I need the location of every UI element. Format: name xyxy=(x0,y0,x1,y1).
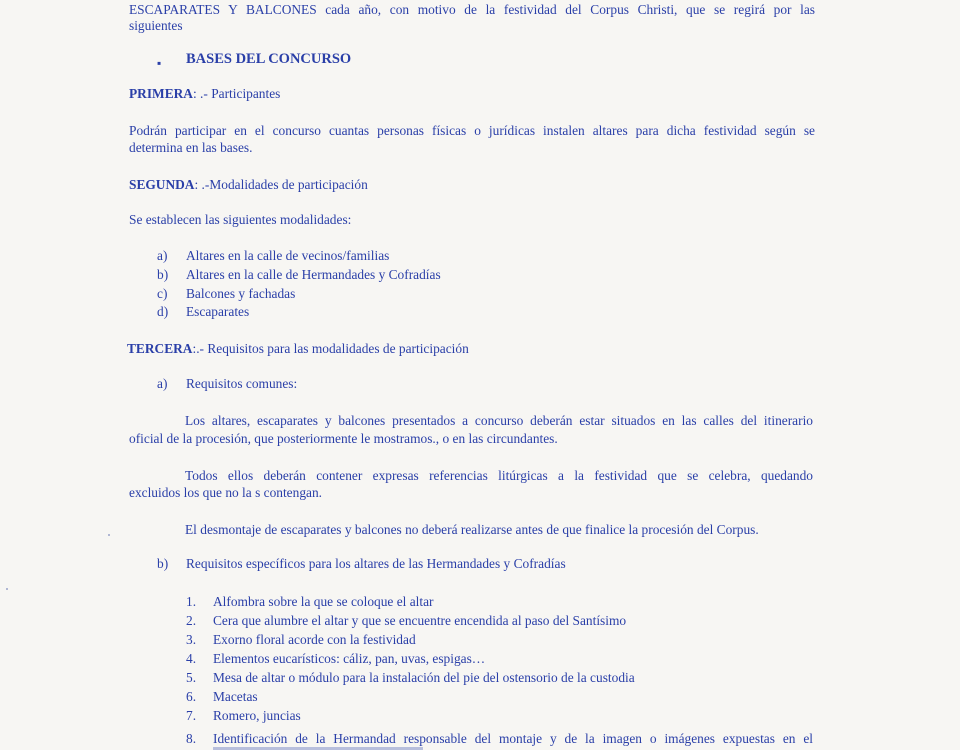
scan-speck xyxy=(6,588,8,590)
segunda-title: : .-Modalidades de participación xyxy=(194,177,368,192)
list-marker: 1. xyxy=(186,594,197,609)
list-item: Balcones y fachadas xyxy=(186,286,296,301)
primera-label: PRIMERA xyxy=(129,86,193,101)
primera-title: : .- Participantes xyxy=(192,86,281,101)
bases-heading: BASES DEL CONCURSO xyxy=(186,51,352,67)
list-item: Cera que alumbre el altar y que se encuentre encendida al paso del Santísimo xyxy=(213,613,627,628)
list-marker: 4. xyxy=(186,651,197,666)
tercera-label: TERCERA xyxy=(127,341,193,356)
primera-paragraph-line-2: determina en las bases. xyxy=(129,140,253,155)
segunda-label: SEGUNDA xyxy=(129,177,195,192)
requisitos-comunes-title: Requisitos comunes: xyxy=(186,376,298,391)
list-marker: 2. xyxy=(186,613,197,628)
comunes-paragraph-1-line-2: oficial de la procesión, que posteriormente le mostramos., o en las circundantes. xyxy=(129,431,558,446)
primera-paragraph-line-1: Podrán participar en el concurso cuantas personas físicas o jurídicas instalen altares para dicha festividad según se xyxy=(129,123,815,138)
intro-line-1-text: cada año, con motivo de la festividad del Corpus Christi, que se regirá por las xyxy=(316,2,815,17)
list-marker: c) xyxy=(157,286,168,301)
comunes-paragraph-1-line-1: Los altares, escaparates y balcones presentados a concurso deberán estar situados en las calles del itinerario xyxy=(185,413,813,428)
list-marker: 8. xyxy=(186,731,197,746)
list-item: Exorno floral acorde con la festividad xyxy=(213,632,416,647)
list-marker: d) xyxy=(157,304,169,319)
list-marker: 6. xyxy=(186,689,197,704)
comunes-paragraph-2-line-2: excluidos los que no la s contengan. xyxy=(129,485,323,500)
list-item: Altares en la calle de Hermandades y Cofradías xyxy=(186,267,441,282)
list-marker: 3. xyxy=(186,632,197,647)
list-item: Escaparates xyxy=(186,304,250,319)
intro-bold-phrase: ESCAPARATES Y BALCONES xyxy=(129,2,317,17)
list-item: Mesa de altar o módulo para la instalación del pie del ostensorio de la custodia xyxy=(213,670,635,685)
square-bullet-icon: ▪ xyxy=(157,56,162,70)
list-marker: b) xyxy=(157,556,169,571)
list-item: Macetas xyxy=(213,689,258,704)
list-item: Altares en la calle de vecinos/familias xyxy=(186,248,390,263)
intro-line-1 xyxy=(129,2,815,18)
list-item: Elementos eucarísticos: cáliz, pan, uvas, espigas… xyxy=(213,651,486,666)
comunes-paragraph-2-line-1: Todos ellos deberán contener expresas referencias litúrgicas a la festividad que se celebra, quedando xyxy=(185,468,813,483)
list-item: Identificación de la Hermandad responsable del montaje y de la imagen o imágenes expuestas en el xyxy=(213,731,813,746)
list-item: Alfombra sobre la que se coloque el altar xyxy=(213,594,434,609)
list-marker: 5. xyxy=(186,670,197,685)
intro-line-2: siguientes xyxy=(129,18,183,33)
tercera-title: :.- Requisitos para las modalidades de participación xyxy=(192,341,469,356)
comunes-paragraph-3: El desmontaje de escaparates y balcones no deberá realizarse antes de que finalice la procesión del Corpus. xyxy=(185,522,759,537)
list-marker: b) xyxy=(157,267,169,282)
tercera-heading xyxy=(127,341,469,357)
list-marker: a) xyxy=(157,248,168,263)
segunda-intro: Se establecen las siguientes modalidades: xyxy=(129,212,352,227)
list-marker: a) xyxy=(157,376,168,391)
list-marker: 7. xyxy=(186,708,197,723)
primera-heading xyxy=(129,86,280,102)
list-item: Romero, juncias xyxy=(213,708,301,723)
scan-speck xyxy=(108,534,110,536)
requisitos-especificos-title: Requisitos específicos para los altares de las Hermandades y Cofradías xyxy=(186,556,566,571)
segunda-heading xyxy=(129,177,368,193)
